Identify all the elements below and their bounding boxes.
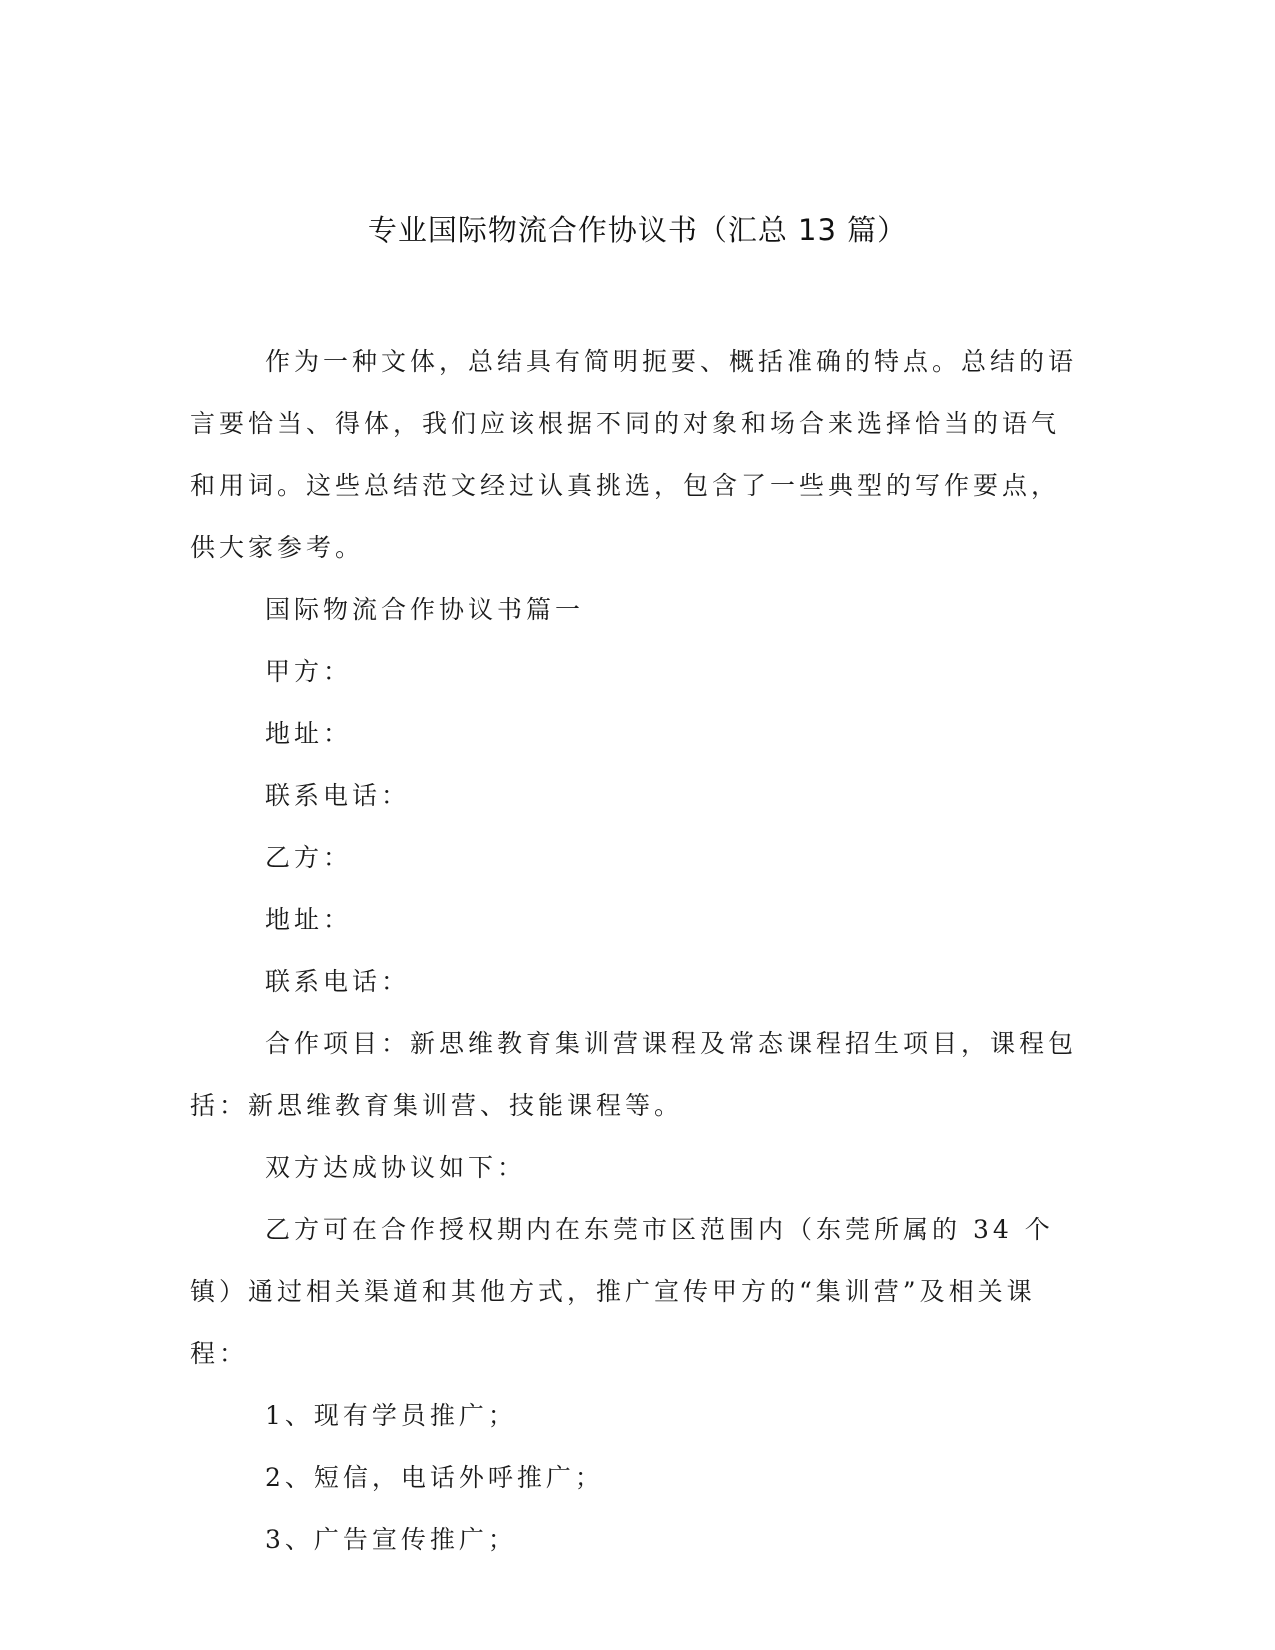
agreement-intro: 双方达成协议如下： [265, 1153, 527, 1182]
party-b-label: 乙方： [265, 843, 353, 872]
document-body [190, 331, 1080, 1571]
party-b-address-label: 地址： [265, 905, 353, 934]
list-item: 1、现有学员推广； [265, 1401, 517, 1430]
project-paragraph: 合作项目：新思维教育集训营课程及常态课程招生项目，课程包括：新思维教育集训营、技能课程等。 [190, 1029, 1078, 1120]
authorization-paragraph: 乙方可在合作授权期内在东莞市区范围内（东莞所属的 34 个镇）通过相关渠道和其他方式，推广宣传甲方的“集训营”及相关课程： [190, 1215, 1054, 1368]
party-a-address-label: 地址： [265, 719, 353, 748]
list-item: 2、短信，电话外呼推广； [265, 1463, 604, 1492]
party-a-phone-label: 联系电话： [265, 781, 411, 810]
list-item: 3、广告宣传推广； [265, 1525, 517, 1554]
party-a-label: 甲方： [265, 657, 353, 686]
intro-paragraph: 作为一种文体，总结具有简明扼要、概括准确的特点。总结的语言要恰当、得体，我们应该根据不同的对象和场合来选择恰当的语气和用词。这些总结范文经过认真挑选，包含了一些典型的写作要点，供大家参考。 [190, 347, 1078, 562]
section-heading: 国际物流合作协议书篇一 [265, 595, 585, 624]
party-b-phone-label: 联系电话： [265, 967, 411, 996]
document-title: 专业国际物流合作协议书（汇总 13 篇） [367, 213, 908, 247]
